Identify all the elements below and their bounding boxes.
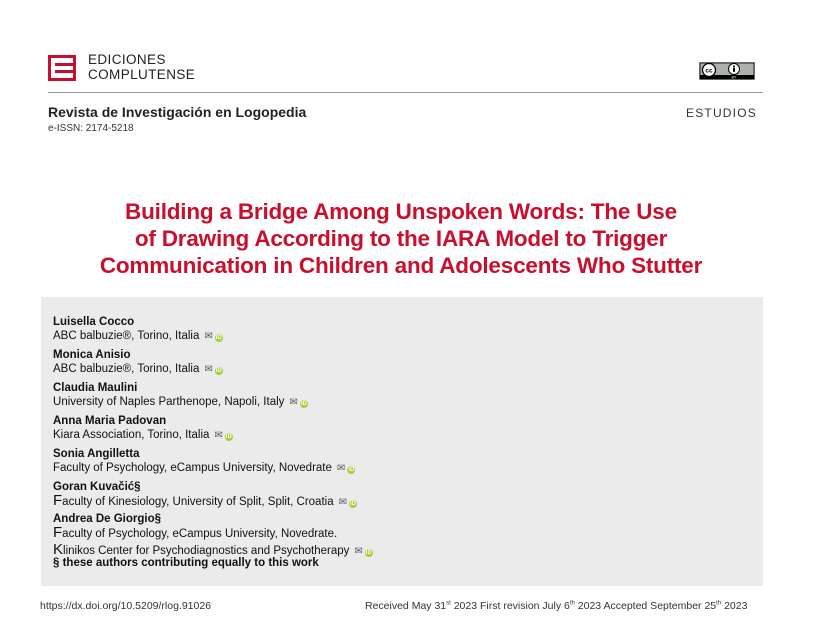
orcid-icon[interactable]: iD [300,401,307,407]
author-block [53,414,233,443]
author-block [53,348,223,377]
email-icon[interactable]: ✉ [289,397,298,408]
author-name: Goran Kuvačić§ [53,481,141,493]
author-affiliation: University of Naples Parthenope, Napoli, Italy ✉ iD [53,396,307,408]
author-block [53,381,308,410]
svg-text:cc: cc [705,67,713,75]
orcid-icon[interactable]: iD [225,434,232,440]
orcid-icon[interactable]: iD [215,335,222,341]
svg-text:BY: BY [731,75,737,80]
article-title-line-2: of Drawing According to the IARA Model to Trigger [134,226,668,251]
publisher-line-1: EDICIONES [88,52,166,67]
article-dates: Received May 31st 2023 First revision July 6th 2023 Accepted September 25th 2023 [365,600,748,612]
author-name: Luisella Cocco [53,316,135,328]
author-block [53,315,223,344]
email-icon[interactable]: ✉ [204,364,213,375]
doi-link[interactable]: https://dx.doi.org/10.5209/rlog.91026 [40,600,212,612]
author-block [53,447,355,476]
publisher-line-2: COMPLUTENSE [88,67,196,82]
author-block [53,512,373,559]
orcid-icon[interactable]: iD [348,467,355,473]
author-affiliation-2: Klinikos Center for Psychodiagnostics and Psychotherapy ✉ iD [53,541,372,558]
journal-issn: e-ISSN: 2174-5218 [48,123,134,134]
email-icon[interactable]: ✉ [338,497,347,508]
article-title-line-1: Building a Bridge Among Unspoken Words: The Use [125,199,677,224]
publisher-name [88,52,195,82]
author-name: Anna Maria Padovan [53,415,167,427]
author-affiliation: Faculty of Psychology, eCampus University, Novedrate. [53,524,338,541]
header-divider [48,92,763,93]
orcid-icon[interactable]: iD [215,368,222,374]
author-name: Monica Anisio [53,349,131,361]
article-title [40,198,762,279]
journal-title: Revista de Investigación en Logopedia [48,104,307,120]
author-name: Andrea De Giorgio§ [53,513,161,525]
author-block [53,480,357,510]
orcid-icon[interactable]: iD [350,501,356,507]
ediciones-complutense-logo-icon [48,55,76,81]
email-icon[interactable]: ✉ [354,546,363,557]
section-label: ESTUDIOS [686,106,757,120]
equal-contribution-note: § these authors contributing equally to this work [53,557,319,569]
author-affiliation: Kiara Association, Torino, Italia ✉ iD [53,429,232,441]
orcid-icon[interactable]: iD [365,550,372,556]
author-affiliation: ABC balbuzie®, Torino, Italia ✉ iD [53,330,222,342]
email-icon[interactable]: ✉ [214,430,223,441]
author-name: Claudia Maulini [53,382,138,394]
author-name: Sonia Angilletta [53,448,140,460]
article-title-line-3: Communication in Children and Adolescents Who Stutter [99,253,703,278]
author-affiliation: Faculty of Kinesiology, University of Split, Split, Croatia ✉ iD [53,492,356,509]
email-icon[interactable]: ✉ [204,331,213,342]
cc-by-license-icon [699,62,755,80]
email-icon[interactable]: ✉ [336,463,346,474]
author-affiliation: ABC balbuzie®, Torino, Italia ✉ iD [53,363,222,375]
author-affiliation: Faculty of Psychology, eCampus University, Novedrate ✉ iD [53,462,355,474]
